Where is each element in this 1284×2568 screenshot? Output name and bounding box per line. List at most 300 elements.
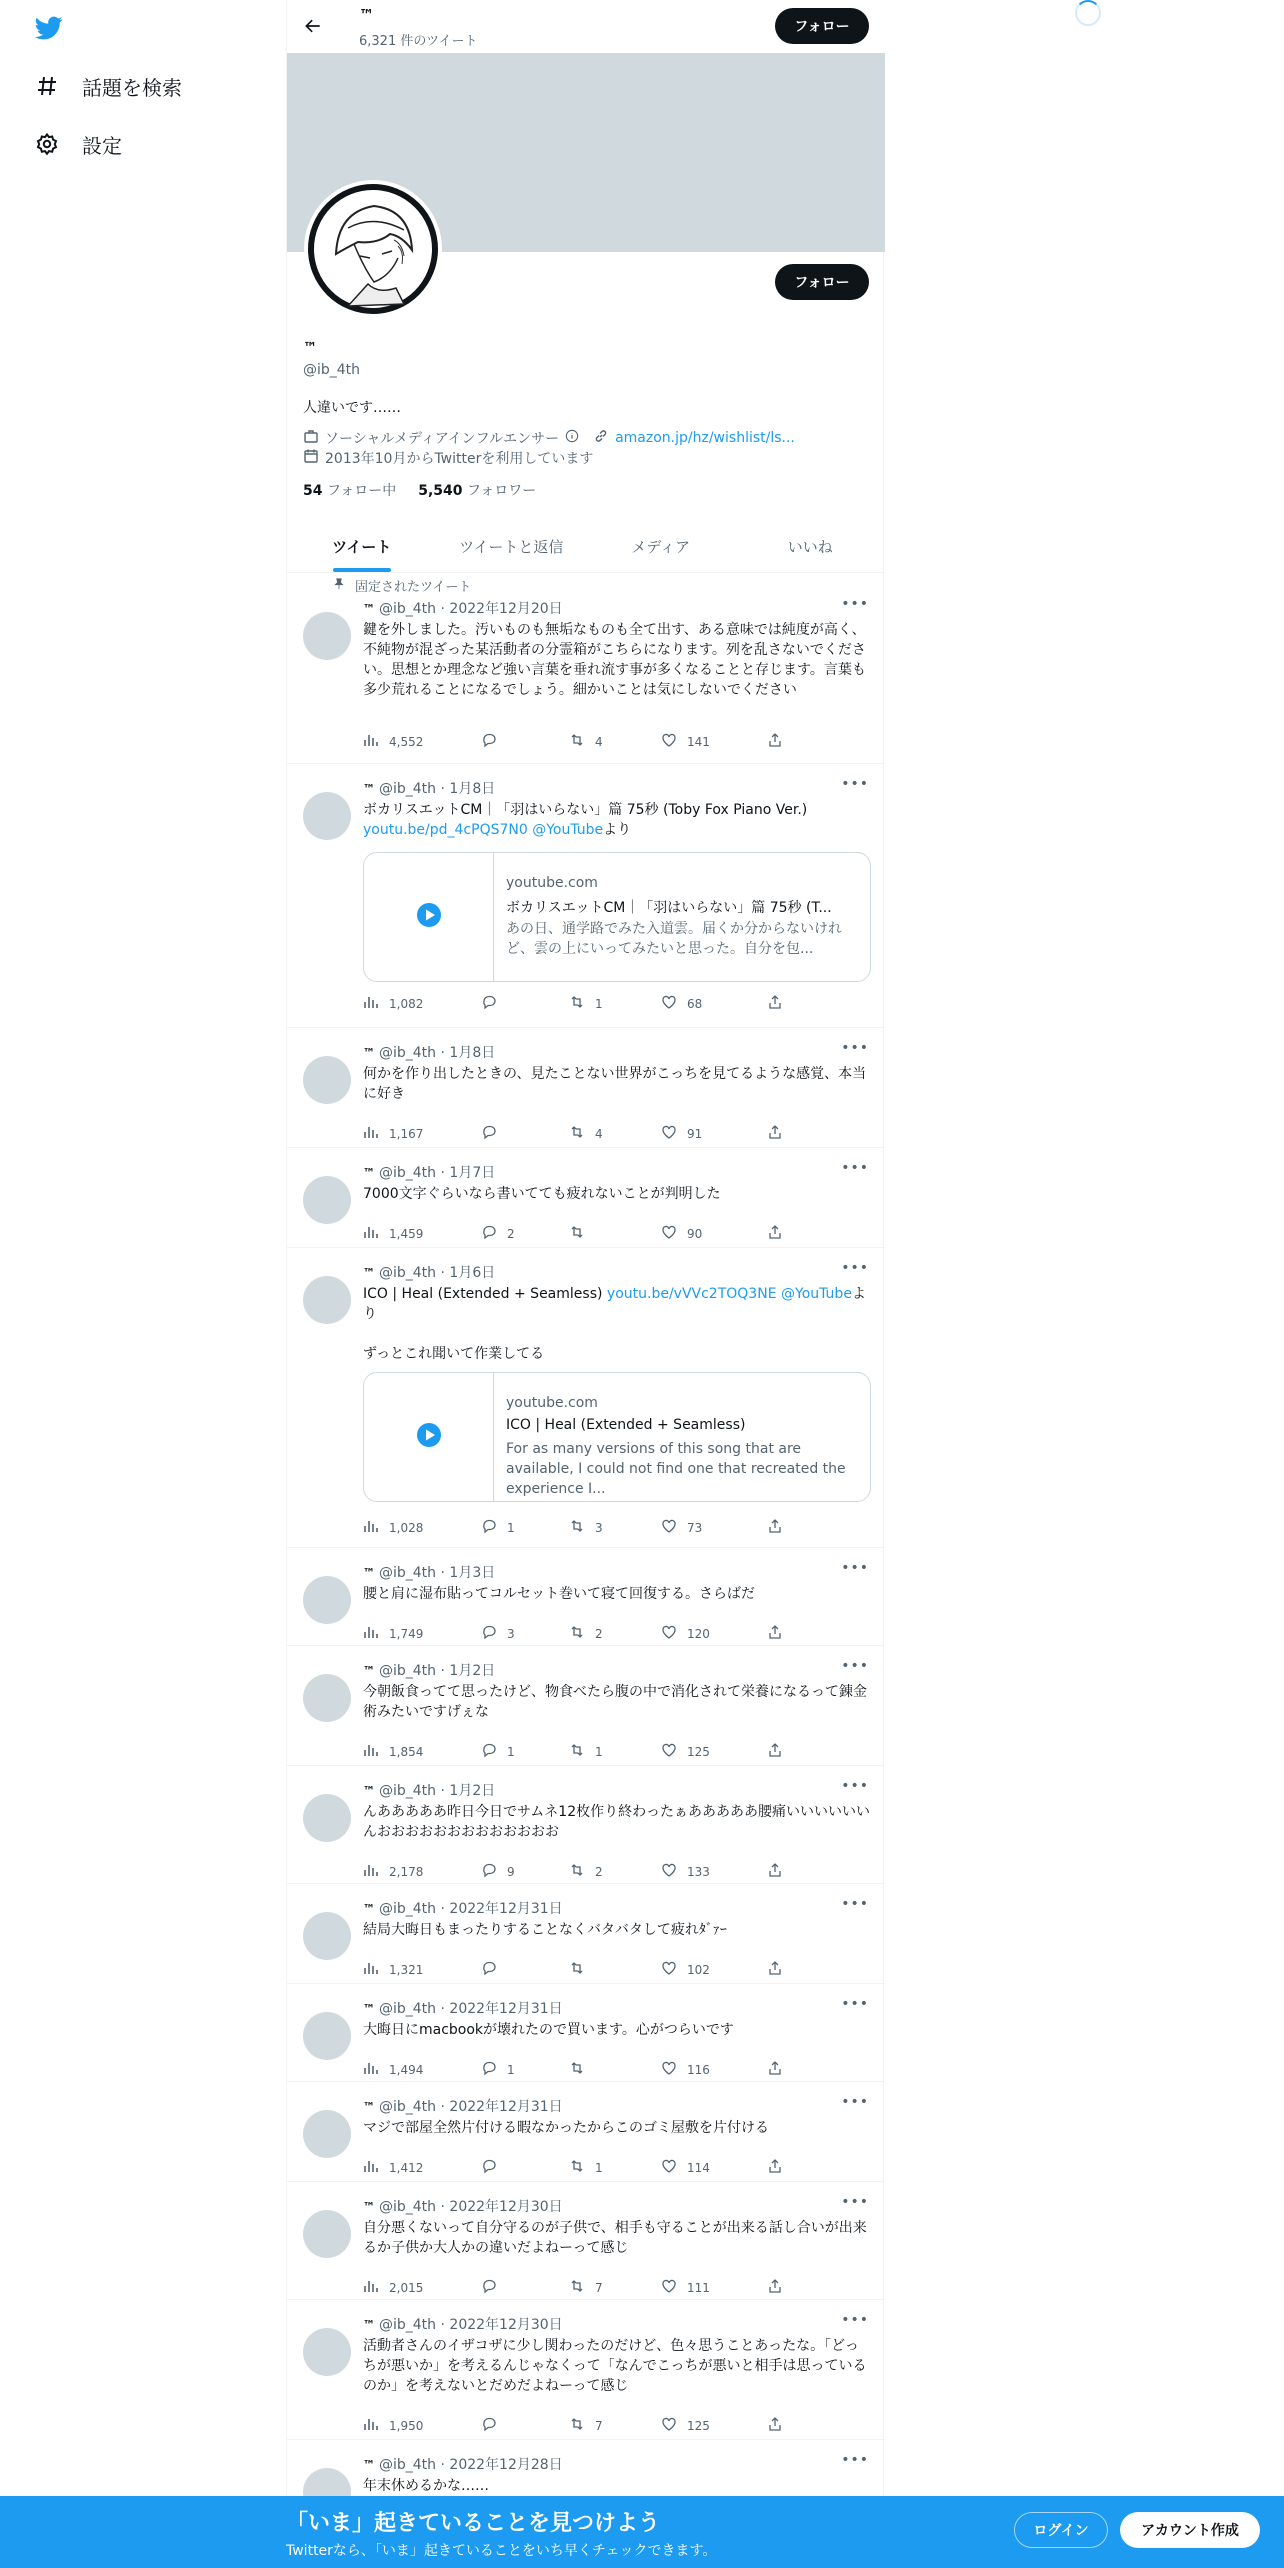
retweet-icon [569,1624,585,1643]
share-button[interactable] [767,2060,783,2079]
tweet-header: ™ @ib_4th · 1月6日 [363,1265,496,1281]
following-count: 54 [303,483,323,499]
retweet-icon [569,1124,585,1143]
reply-icon [481,2416,497,2435]
like-button[interactable] [661,2416,710,2435]
reply-button[interactable] [481,1862,515,1881]
tweet-author-name[interactable]: ™ [363,2318,375,2332]
tweet-author-handle[interactable]: @ib_4th [379,2317,437,2333]
tweet-actions [363,2416,783,2436]
like-button[interactable] [661,1224,702,1243]
views-count: 1,167 [389,1126,424,1141]
tweet-author-name[interactable]: ™ [363,2100,375,2114]
reply-icon [481,1862,497,1881]
views-count: 2,178 [389,1864,424,1879]
retweet-button[interactable] [569,732,603,751]
tweet-author-name[interactable]: ™ [363,2002,375,2016]
tweet-author-name[interactable]: ™ [363,782,375,796]
reply-icon [481,1742,497,1761]
tweet-actions [363,994,783,1014]
more-options-icon[interactable]: ••• [841,2312,869,2328]
tweet-author-name[interactable]: ™ [363,1166,375,1180]
heart-icon [661,1124,677,1143]
tweet-author-name[interactable]: ™ [363,1046,375,1060]
reply-button[interactable] [481,2278,507,2297]
followers-label: フォロワー [467,483,537,499]
reply-button[interactable] [481,1518,515,1537]
tweet-date[interactable]: 2022年12月20日 [449,601,563,617]
reply-button[interactable] [481,1124,507,1143]
retweet-button[interactable] [569,2278,603,2297]
more-options-icon[interactable]: ••• [841,2194,869,2210]
views-button[interactable] [363,2278,423,2297]
like-button[interactable] [661,1518,702,1537]
retweet-icon [569,1862,585,1881]
tweet-author-handle[interactable]: @ib_4th [379,1165,437,1181]
views-button[interactable] [363,2416,423,2435]
reply-button[interactable] [481,1960,507,1979]
views-icon [363,994,379,1013]
more-options-icon[interactable]: ••• [841,1996,869,2012]
reply-button[interactable] [481,732,507,751]
retweet-button[interactable] [569,2416,603,2435]
profile-follow-button[interactable]: フォロー [775,264,869,300]
reply-icon [481,1518,497,1537]
tweet-extra-text: ずっとこれ聞いて作業してる [363,1346,545,1362]
tweet-author-handle[interactable]: @ib_4th [379,1045,437,1061]
card-title: ボカリスエットCM｜「羽はいらない」篇 75秒 (T... [506,900,832,916]
profile-name: ™ [303,340,317,356]
views-icon [363,1862,379,1881]
views-button[interactable] [363,2158,423,2177]
retweet-count: 1 [595,996,603,1011]
tab-media[interactable]: メディア [631,537,691,556]
tab-likes[interactable]: いいね [787,537,833,556]
reply-icon [481,2060,497,2079]
retweet-icon [569,1518,585,1537]
retweet-count: 7 [595,2418,603,2433]
retweet-icon [569,1742,585,1761]
retweet-count: 7 [595,2280,603,2295]
share-icon [767,1224,783,1243]
reply-count: 9 [507,1864,515,1879]
tweet-header: ™ @ib_4th · 1月8日 [363,1045,496,1061]
profile-category: ソーシャルメディアインフルエンサー [325,431,560,447]
like-count: 91 [687,1126,703,1141]
tweet-actions [363,1518,783,1538]
tweet-header: ™ @ib_4th · 2022年12月31日 [363,2099,563,2115]
more-options-icon[interactable]: ••• [841,596,869,612]
like-button[interactable] [661,994,702,1013]
retweet-button[interactable] [569,1742,603,1761]
tweet-header: ™ @ib_4th · 1月3日 [363,1565,496,1581]
play-icon [415,1421,443,1453]
tweet-body: ICO | Heal (Extended + Seamless) [363,1286,603,1302]
reply-icon [481,1624,497,1643]
tweet[interactable] [287,1148,885,1248]
more-options-icon[interactable]: ••• [841,1260,869,1276]
views-count: 1,950 [389,2418,424,2433]
tweet-actions [363,732,783,752]
like-count: 116 [687,2062,710,2077]
share-button[interactable] [767,2278,783,2297]
tweet-author-handle[interactable]: @ib_4th [379,1663,437,1679]
tweet-text [363,2336,871,2396]
tweet-date[interactable]: 1月2日 [449,1663,496,1679]
tweet-date[interactable]: 1月2日 [449,1783,496,1799]
like-button[interactable] [661,1862,710,1881]
share-icon [767,1960,783,1979]
tweet-avatar[interactable] [303,1912,351,1960]
tweet-actions [363,1124,783,1144]
following-label: フォロー中 [326,483,397,499]
retweet-button[interactable] [569,1862,603,1881]
tweet-date[interactable]: 2022年12月30日 [449,2317,563,2333]
tweet-avatar[interactable] [303,2210,351,2258]
tweet-mention[interactable]: @YouTube [532,822,604,838]
tweet-author-name[interactable]: ™ [363,1266,375,1280]
tweet[interactable] [287,1548,885,1646]
tweet-actions [363,1862,783,1882]
more-options-icon[interactable]: ••• [841,776,869,792]
tweet-author-name[interactable]: ™ [363,2200,375,2214]
share-icon [767,732,783,751]
share-button[interactable] [767,732,783,751]
tweet-actions [363,1960,783,1980]
share-button[interactable] [767,1518,783,1537]
share-button[interactable] [767,1742,783,1761]
tweet-date[interactable]: 2022年12月31日 [449,2099,563,2115]
tweet[interactable] [287,1248,885,1548]
tweet-text [363,2020,871,2040]
tweet[interactable] [287,1884,885,1984]
profile-website-link[interactable]: amazon.jp/hz/wishlist/ls... [615,430,795,446]
reply-icon [481,994,497,1013]
more-options-icon[interactable]: ••• [841,1040,869,1056]
tweet-body: 活動者さんのイザコザに少し関わったのだけど、色々思うことあったな。「どっちが悪いか」を考えるんじゃなくって「なんでこっちが悪いと相手は思っているのか」を考えないとだめだよねーって感じ [363,2338,867,2394]
reply-button[interactable] [481,1742,515,1761]
retweet-button[interactable] [569,1124,603,1143]
tweet-author-handle[interactable]: @ib_4th [379,2457,437,2473]
tweet-date[interactable]: 1月3日 [449,1565,496,1581]
followers-count: 5,540 [418,483,463,499]
views-button[interactable] [363,2060,423,2079]
more-options-icon[interactable]: ••• [841,2094,869,2110]
tweet-author-handle[interactable]: @ib_4th [379,1901,437,1917]
tweet-link[interactable]: youtu.be/pd_4cPQS7N0 [363,822,528,838]
share-button[interactable] [767,1862,783,1881]
reply-icon [481,2158,497,2177]
like-button[interactable] [661,732,710,751]
signup-banner [0,2496,1284,2568]
retweet-icon [569,1224,585,1243]
card-title: ICO | Heal (Extended + Seamless) [506,1417,746,1433]
link-card[interactable] [363,852,871,982]
nav-settings[interactable] [34,124,122,164]
share-icon [767,1124,783,1143]
views-count: 1,412 [389,2160,424,2175]
like-button[interactable] [661,1960,710,1979]
tab-tweets-replies[interactable]: ツイートと返信 [459,537,564,556]
tweet-author-handle[interactable]: @ib_4th [379,2199,437,2215]
reply-button[interactable] [481,1224,515,1243]
like-button[interactable] [661,1742,710,1761]
tweet[interactable] [287,1646,885,1766]
tweet[interactable] [287,1028,885,1148]
views-icon [363,2158,379,2177]
tweet-avatar[interactable] [303,1056,351,1104]
like-count: 73 [687,1520,703,1535]
tweet-header: ™ @ib_4th · 1月7日 [363,1165,496,1181]
like-count: 120 [687,1626,710,1641]
heart-icon [661,1742,677,1761]
tweet-suffix: より [603,822,632,838]
tweet-body: 自分悪くないって自分守るのが子供で、相手も守ることが出来る話し合いが出来るか子供か大人かの違いだよねーって感じ [363,2220,867,2256]
retweet-count: 1 [595,1744,603,1759]
profile-avatar[interactable] [304,180,442,318]
tweet-date[interactable]: 2022年12月31日 [449,2001,563,2017]
tweet-author-name[interactable]: ™ [363,1566,375,1580]
like-button[interactable] [661,2278,710,2297]
followers-link[interactable] [418,480,536,500]
tweet-author-handle[interactable]: @ib_4th [379,2001,437,2017]
tweet-header: ™ @ib_4th · 2022年12月20日 [363,601,563,617]
tweet[interactable] [287,2300,885,2440]
card-description: あの日、通学路でみた入道雲。届くか分からないけれど、雲の上にいってみたいと思った。自分を包... [506,921,842,957]
header-follow-button[interactable]: フォロー [775,8,869,44]
card-thumbnail [364,853,494,981]
views-icon [363,2278,379,2297]
retweet-button[interactable] [569,1960,595,1979]
views-button[interactable] [363,1742,423,1761]
tweet-text [363,2476,871,2496]
more-options-icon[interactable]: ••• [841,2452,869,2468]
views-button[interactable] [363,732,423,751]
share-button[interactable] [767,994,783,1013]
reply-button[interactable] [481,1624,515,1643]
retweet-count: 3 [595,1520,603,1535]
retweet-button[interactable] [569,2158,603,2177]
back-arrow-icon[interactable] [299,12,327,40]
retweet-count: 1 [595,2160,603,2175]
tweet-body: 今朝飯食ってて思ったけど、物食べたら腹の中で消化されて栄養になるって錬金術みたいですげぇな [363,1684,867,1720]
tweet-avatar[interactable] [303,1176,351,1224]
tweet-avatar[interactable] [303,2328,351,2376]
tweet-avatar[interactable] [303,1276,351,1324]
play-icon [415,901,443,933]
header-name: ™ [359,6,374,24]
tweet-author-name[interactable]: ™ [363,602,375,616]
tweet-header: ™ @ib_4th · 1月2日 [363,1663,496,1679]
views-count: 1,494 [389,2062,424,2077]
retweet-button[interactable] [569,994,603,1013]
tweet-date[interactable]: 1月6日 [449,1265,496,1281]
like-button[interactable] [661,2060,710,2079]
tweet-text [363,1064,871,1104]
share-icon [767,2278,783,2297]
more-options-icon[interactable]: ••• [841,1560,869,1576]
views-icon [363,1624,379,1643]
tab-tweets[interactable]: ツイート [287,520,437,572]
heart-icon [661,732,677,751]
card-domain: youtube.com [506,875,598,891]
views-button[interactable] [363,1862,423,1881]
tweet-header: ™ @ib_4th · 1月2日 [363,1783,496,1799]
tweet-date[interactable]: 2022年12月30日 [449,2199,563,2215]
views-icon [363,1742,379,1761]
profile-follow-stats [303,480,536,500]
views-count: 2,015 [389,2280,424,2295]
reply-count: 1 [507,1744,515,1759]
heart-icon [661,1224,677,1243]
link-icon [593,428,609,448]
profile-meta-row [303,428,795,448]
views-count: 1,749 [389,1626,424,1641]
share-button[interactable] [767,1124,783,1143]
views-icon [363,1518,379,1537]
like-button[interactable] [661,1624,710,1643]
tweet-author-name[interactable]: ™ [363,1784,375,1798]
tweet-text [363,2118,871,2138]
like-count: 111 [687,2280,710,2295]
reply-button[interactable] [481,2416,507,2435]
tweet-author-name[interactable]: ™ [363,2458,375,2472]
following-link[interactable] [303,480,396,500]
login-button[interactable]: ログイン [1014,2512,1108,2548]
tweet-date[interactable]: 2022年12月31日 [449,1901,563,1917]
views-button[interactable] [363,1624,423,1643]
like-button[interactable] [661,2158,710,2177]
retweet-icon [569,2060,585,2079]
views-count: 1,321 [389,1962,424,1977]
tweet-mention[interactable]: @YouTube [781,1286,852,1302]
tweet-author-handle[interactable]: @ib_4th [379,1265,437,1281]
more-options-icon[interactable]: ••• [841,1658,869,1674]
views-button[interactable] [363,994,423,1013]
retweet-count: 4 [595,1126,603,1141]
tweet-body: 大晦日にmacbookが壊れたので買います。心がつらいです [363,2022,734,2038]
retweet-button[interactable] [569,1624,603,1643]
heart-icon [661,1862,677,1881]
retweet-icon [569,994,585,1013]
more-options-icon[interactable]: ••• [841,1778,869,1794]
views-count: 1,854 [389,1744,424,1759]
tweet[interactable] [287,588,885,764]
tweet[interactable] [287,2082,885,2182]
header-tweet-count: 6,321 件のツイート [359,34,478,49]
twitter-logo-icon[interactable] [34,14,64,42]
retweet-icon [569,2416,585,2435]
tweet-avatar[interactable] [303,2012,351,2060]
like-button[interactable] [661,1124,702,1143]
heart-icon [661,994,677,1013]
tweet-avatar[interactable] [303,1794,351,1842]
tweet-text [363,1682,871,1722]
reply-count: 1 [507,2062,515,2077]
reply-button[interactable] [481,2060,515,2079]
retweet-button[interactable] [569,2060,595,2079]
tweet-author-name[interactable]: ™ [363,1664,375,1678]
tweet-date[interactable]: 1月8日 [449,781,496,797]
more-options-icon[interactable]: ••• [841,1896,869,1912]
share-icon [767,994,783,1013]
tweet[interactable] [287,1766,885,1884]
tweet-author-name[interactable]: ™ [363,1902,375,1916]
share-button[interactable] [767,1224,783,1243]
retweet-button[interactable] [569,1224,595,1243]
tweet-author-handle[interactable]: @ib_4th [379,1783,437,1799]
tweet-avatar[interactable] [303,612,351,660]
tweet-author-handle[interactable]: @ib_4th [379,601,437,617]
tweet-body: ボカリスエットCM｜「羽はいらない」篇 75秒 (Toby Fox Piano Ver.) [363,802,808,818]
tweet-text [363,620,871,700]
tweet-avatar[interactable] [303,792,351,840]
tweet-date[interactable]: 2022年12月28日 [449,2457,563,2473]
tweet-date[interactable]: 1月7日 [449,1165,496,1181]
tweet-link[interactable]: youtu.be/vVVc2TOQ3NE [606,1286,777,1302]
tweet-actions [363,2278,783,2298]
views-count: 1,082 [389,996,424,1011]
like-count: 114 [687,2160,710,2175]
share-button[interactable] [767,2416,783,2435]
tweet-author-handle[interactable]: @ib_4th [379,1565,437,1581]
card-domain: youtube.com [506,1395,598,1411]
profile-bio: 人違いです…… [303,400,401,416]
info-icon[interactable] [565,429,579,447]
views-button[interactable] [363,1224,423,1243]
views-button[interactable] [363,1124,423,1143]
tweet-header: ™ @ib_4th · 1月8日 [363,781,496,797]
tweet-text [363,1802,871,1842]
signup-button[interactable]: アカウント作成 [1120,2512,1260,2548]
views-icon [363,2060,379,2079]
tweet-body: んあああああ昨日今日でサムネ12枚作り終わったぁあああああ腰痛いいいいいいんおおおおおおおおおおおおお [363,1804,870,1840]
share-icon [767,1518,783,1537]
retweet-icon [569,732,585,751]
reply-count: 3 [507,1626,515,1641]
views-button[interactable] [363,1960,423,1979]
nav-explore[interactable] [34,66,182,106]
share-button[interactable] [767,2158,783,2177]
tweet-avatar[interactable] [303,1576,351,1624]
tweet[interactable] [287,764,885,1028]
link-card[interactable] [363,1372,871,1502]
like-count: 125 [687,2418,710,2433]
views-button[interactable] [363,1518,423,1537]
views-count: 1,459 [389,1226,424,1241]
card-description: For as many versions of this song that are available, I could not find one that recreated the experience I... [506,1441,846,1497]
tweet-author-handle[interactable]: @ib_4th [379,2099,437,2115]
tweet-avatar[interactable] [303,1674,351,1722]
tweet[interactable] [287,2182,885,2300]
reply-button[interactable] [481,2158,507,2177]
briefcase-icon [303,428,319,448]
tweet-avatar[interactable] [303,2110,351,2158]
share-button[interactable] [767,1960,783,1979]
profile-handle: @ib_4th [303,362,361,378]
retweet-icon [569,1960,585,1979]
retweet-button[interactable] [569,1518,603,1537]
share-button[interactable] [767,1624,783,1643]
tweet-text [363,1184,871,1204]
tweet-body: 何かを作り出したときの、見たことない世界がこっちを見てるような感覚、本当に好き [363,1066,867,1102]
more-options-icon[interactable]: ••• [841,1160,869,1176]
tweet-date[interactable]: 1月8日 [449,1045,496,1061]
tweet-author-handle[interactable]: @ib_4th [379,781,437,797]
reply-button[interactable] [481,994,507,1013]
tweet[interactable] [287,1984,885,2082]
tweet-body: 7000文字ぐらいなら書いてても疲れないことが判明した [363,1186,721,1202]
